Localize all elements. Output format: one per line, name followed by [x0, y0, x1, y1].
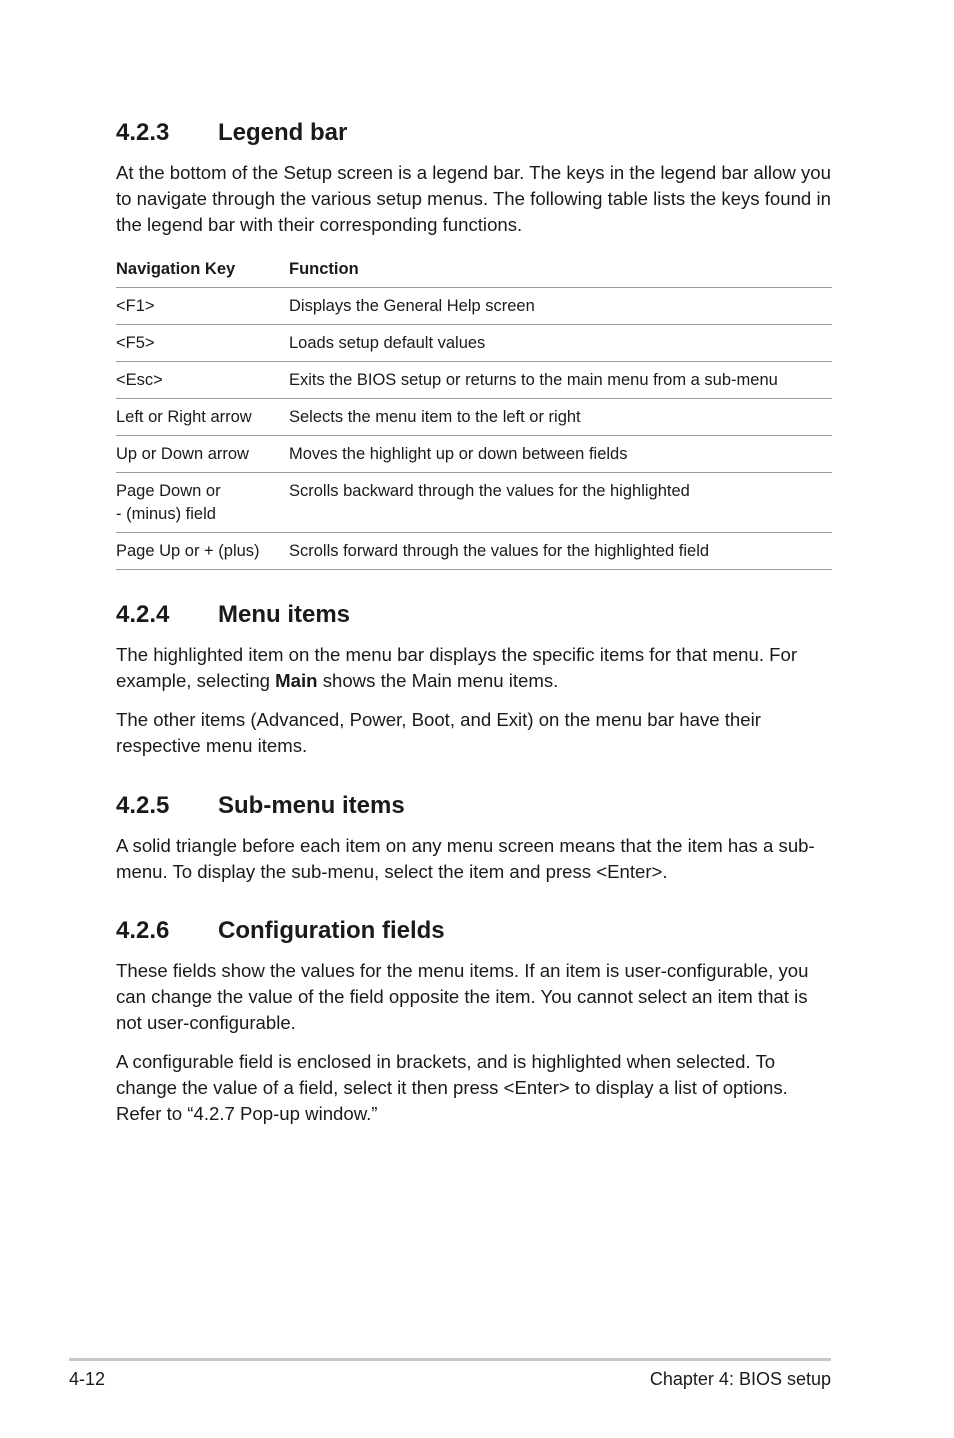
function-cell: Scrolls backward through the values for the highlighted [289, 473, 832, 533]
page-number: 4-12 [69, 1369, 106, 1389]
function-cell: Selects the menu item to the left or right [289, 399, 832, 436]
menu-items-text: shows the Main menu items. [317, 670, 559, 691]
key-cell: Left or Right arrow [116, 399, 289, 436]
table-row [116, 473, 832, 533]
section-number: 4.2.5 [116, 792, 170, 819]
section-title: Legend bar [218, 119, 348, 146]
main-menu-emphasis: Main [275, 670, 318, 691]
menu-items-paragraph-2: The other items (Advanced, Power, Boot, and Exit) on the menu bar have their respective menu items. [116, 709, 761, 756]
key-cell-line: - (minus) field [116, 505, 216, 523]
legend-bar-paragraph: At the bottom of the Setup screen is a legend bar. The keys in the legend bar allow you to navigate through the various setup menus. The following table lists the keys found in the legend bar with their corresponding functions. [116, 162, 831, 235]
table-row [116, 436, 832, 473]
key-cell: <F5> [116, 325, 289, 362]
navigation-key-table [116, 250, 832, 570]
column-header-function: Function [289, 250, 832, 288]
sub-menu-items-paragraph: A solid triangle before each item on any menu screen means that the item has a sub-menu. To display the sub-menu, select the item and press <Enter>. [116, 835, 815, 882]
section-heading-legend-bar [116, 116, 832, 150]
table-row [116, 399, 832, 436]
section-heading-configuration-fields [116, 914, 832, 948]
section-title: Menu items [218, 601, 351, 628]
configuration-fields-paragraph-2: A configurable field is enclosed in brackets, and is highlighted when selected. To change the value of a field, select it then press <Enter> to display a list of options. Refer to “4.2.7 Pop-up window.” [116, 1051, 788, 1124]
key-cell [116, 473, 289, 533]
table-header-row [116, 250, 832, 288]
table-row [116, 362, 832, 399]
table-row [116, 533, 832, 570]
function-cell: Exits the BIOS setup or returns to the main menu from a sub-menu [289, 362, 832, 399]
page-content [116, 116, 832, 1127]
section-number: 4.2.4 [116, 601, 170, 628]
section-number: 4.2.6 [116, 917, 170, 944]
section-title: Sub-menu items [218, 792, 405, 819]
key-cell-line: Page Down or [116, 482, 221, 500]
menu-items-paragraph-1 [116, 642, 832, 694]
column-header-navigation-key: Navigation Key [116, 250, 289, 288]
key-cell: <F1> [116, 288, 289, 325]
key-cell: <Esc> [116, 362, 289, 399]
section-heading-menu-items [116, 598, 832, 632]
function-cell: Displays the General Help screen [289, 288, 832, 325]
function-cell: Moves the highlight up or down between fields [289, 436, 832, 473]
section-heading-sub-menu-items [116, 789, 832, 823]
configuration-fields-paragraph-1: These fields show the values for the menu items. If an item is user-configurable, you can change the value of the field opposite the item. You cannot select an item that is not user-configurable. [116, 960, 809, 1033]
key-cell: Up or Down arrow [116, 436, 289, 473]
function-cell: Loads setup default values [289, 325, 832, 362]
table-row [116, 288, 832, 325]
section-title: Configuration fields [218, 917, 445, 944]
menu-items-text: The highlighted item on the menu bar displays the specific items for that menu. For example, selecting [116, 644, 798, 691]
section-number: 4.2.3 [116, 119, 170, 146]
table-row [116, 325, 832, 362]
chapter-title: Chapter 4: BIOS setup [649, 1369, 831, 1389]
function-cell: Scrolls forward through the values for the highlighted field [289, 533, 832, 570]
key-cell: Page Up or + (plus) [116, 533, 289, 570]
page-footer [69, 1358, 831, 1391]
